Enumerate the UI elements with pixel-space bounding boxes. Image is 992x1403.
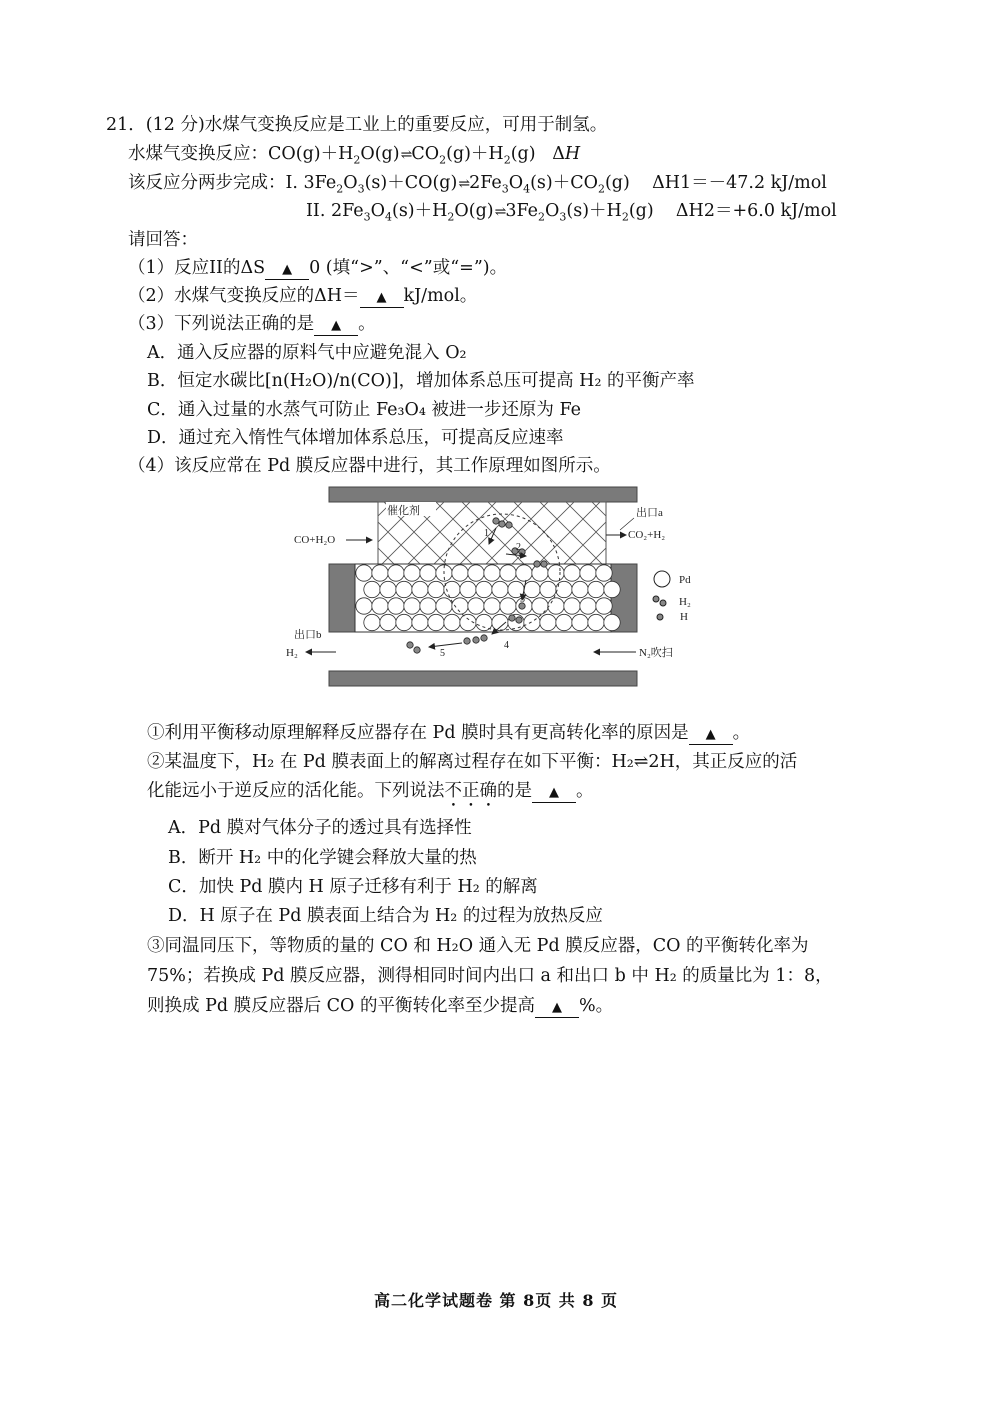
blank-mark: ▲: [551, 1000, 562, 1015]
pd-atom: [396, 614, 412, 630]
pd-atom: [460, 581, 476, 597]
pd-atom: [588, 614, 604, 630]
sub3-tail: %。: [578, 996, 614, 1016]
pd-atom: [532, 598, 548, 614]
legend-h2-icon-b: [660, 600, 666, 606]
reactor-left-block: [329, 564, 355, 632]
pd-atom: [604, 614, 620, 630]
pd-atom: [484, 565, 500, 581]
pd-atom: [412, 614, 428, 630]
pd-atom: [468, 565, 484, 581]
q3-option-a: A．通入反应器的原料气中应避免混入 O₂: [147, 343, 467, 363]
blank-mark: ▲: [282, 262, 293, 277]
pd-atom: [588, 581, 604, 597]
sub1-text: ①利用平衡移动原理解释反应器存在 Pd 膜时具有更高转化率的原因是: [147, 723, 689, 743]
pd-atom: [548, 565, 564, 581]
step-1-label: 1: [484, 528, 489, 539]
q2: [128, 283, 477, 309]
sub3-line2: 75%；若换成 Pd 膜反应器，测得相同时间内出口 a 和出口 b 中 H₂ 的质量比为 1：8，: [147, 966, 833, 986]
legend-pd-label: Pd: [679, 574, 691, 586]
please-answer: 请回答：: [128, 230, 198, 250]
answer-blank[interactable]: [360, 287, 404, 308]
blank-mark: ▲: [376, 290, 387, 305]
pd-atom: [596, 598, 612, 614]
outlet-b-label: 出口b: [294, 629, 322, 641]
question-score: (12 分): [145, 115, 205, 135]
pd-atom: [364, 614, 380, 630]
sub3-line3: [147, 993, 613, 1019]
q3-text: （3）下列说法正确的是: [128, 314, 315, 334]
legend-h-label: H: [680, 611, 688, 623]
pd-membrane-reactor-diagram: [284, 480, 704, 695]
answer-blank[interactable]: [689, 724, 733, 745]
pd-atom: [436, 598, 452, 614]
pd-atom: [356, 565, 372, 581]
legend-h2-icon: [653, 596, 659, 602]
pd-atom: [404, 565, 420, 581]
pd-atom: [540, 614, 556, 630]
pd-atom: [356, 598, 372, 614]
sub1-tail: 。: [732, 723, 751, 743]
pd-atom: [516, 565, 532, 581]
step-3-label: 3: [520, 594, 525, 605]
pd-atom: [428, 614, 444, 630]
pd-atom: [524, 614, 540, 630]
sub2-option-b: B．断开 H₂ 中的化学键会释放大量的热: [168, 848, 477, 868]
blank-mark: ▲: [331, 318, 342, 333]
pd-atom: [452, 565, 468, 581]
q4: （4）该反应常在 Pd 膜反应器中进行，其工作原理如图所示。: [128, 456, 611, 476]
sub2-tail: 。: [576, 781, 594, 801]
q2-text: （2）水煤气变换反应的ΔH＝: [128, 286, 360, 306]
sweep-label: N₂吹扫: [639, 647, 673, 659]
q3-option-d: D．通过充入惰性气体增加体系总压，可提高反应速率: [147, 428, 564, 448]
sub2-option-a: A．Pd 膜对气体分子的透过具有选择性: [168, 818, 472, 838]
pd-atom: [580, 598, 596, 614]
pd-atom: [484, 598, 500, 614]
pd-atom: [412, 581, 428, 597]
pd-atom: [540, 581, 556, 597]
sub2-line1: ②某温度下，H₂ 在 Pd 膜表面上的解离过程存在如下平衡：H₂⇌2H，其正反应的活: [147, 752, 798, 772]
pd-atom: [572, 581, 588, 597]
sub2-option-c: C．加快 Pd 膜内 H 原子迁移有利于 H₂ 的解离: [168, 877, 538, 897]
sub3-text: 则换成 Pd 膜反应器后 CO 的平衡转化率至少提高: [147, 996, 535, 1016]
step-5-label: 5: [440, 648, 445, 659]
reactor-bottom-wall: [329, 671, 637, 686]
blank-mark: ▲: [549, 785, 559, 800]
pd-atom: [420, 565, 436, 581]
pd-atom: [420, 598, 436, 614]
pd-atom: [372, 598, 388, 614]
step1-equation: 该反应分两步完成：I. $3Fe_2O_3(s)+CO(g)\rightleftharpoons 2Fe_3O_4(s)+CO_2(g)$ ΔH1＝－47.2 kJ/mol: [128, 173, 827, 196]
pd-atom: [548, 598, 564, 614]
q3: [128, 311, 376, 337]
pd-atom: [556, 614, 572, 630]
step2-label: II.: [306, 201, 326, 221]
pd-atom: [596, 565, 612, 581]
pd-atom: [468, 598, 484, 614]
question-intro: 水煤气变换反应是工业上的重要反应，可用于制氢。: [204, 115, 608, 135]
pd-atom: [564, 565, 580, 581]
catalyst-label: 催化剂: [387, 505, 420, 517]
question-number: 21．: [106, 115, 146, 135]
step2-equation: II. $2Fe_3O_4(s)+H_2O(g)\rightleftharpoons 3Fe_2O_3(s)+H_2(g)$ ΔH2＝+6.0 kJ/mol: [306, 201, 837, 224]
q3-option-c: C．通入过量的水蒸气可防止 Fe₃O₄ 被进一步还原为 Fe: [147, 400, 582, 420]
answer-blank[interactable]: [532, 782, 576, 803]
pd-atom: [364, 581, 380, 597]
main-equation-label: 水煤气变换反应：: [128, 144, 268, 164]
answer-blank[interactable]: [535, 997, 579, 1018]
answer-blank[interactable]: [314, 315, 358, 336]
q1: [128, 255, 507, 281]
pd-atom: [500, 565, 516, 581]
sub2-text: 化能远小于逆反应的活化能。下列说法: [147, 781, 445, 801]
q1-text: （1）反应II的ΔS: [128, 258, 266, 278]
pd-atom: [404, 598, 420, 614]
dH1: ΔH1＝－47.2 kJ/mol: [652, 173, 827, 193]
sub1: [147, 720, 750, 746]
legend-h-icon: [657, 614, 663, 620]
pd-atom: [380, 614, 396, 630]
answer-blank[interactable]: [265, 259, 309, 280]
two-step-label: 该反应分两步完成：: [128, 173, 286, 193]
pd-atom: [380, 581, 396, 597]
h2-out-label: H₂: [286, 647, 298, 659]
sub2-line2: [147, 778, 594, 811]
legend-pd-icon: [654, 571, 670, 587]
q2-tail: kJ/mol。: [403, 286, 478, 306]
q3-tail: 。: [358, 314, 376, 334]
pd-atom: [396, 581, 412, 597]
pd-atom: [524, 581, 540, 597]
pd-atom: [492, 581, 508, 597]
pd-atom: [476, 581, 492, 597]
step-4-label: 4: [504, 640, 509, 651]
dH2: ΔH2＝+6.0 kJ/mol: [675, 201, 837, 221]
q3-option-b: B．恒定水碳比[n(H₂O)/n(CO)]，增加体系总压可提高 H₂ 的平衡产率: [147, 371, 695, 391]
pd-atom: [444, 614, 460, 630]
pd-atom: [500, 598, 516, 614]
sub2-emphasis: 不正确: [444, 781, 497, 801]
sub2-option-d: D．H 原子在 Pd 膜表面上结合为 H₂ 的过程为放热反应: [168, 906, 603, 926]
legend-h2-label: H₂: [679, 596, 691, 608]
pd-atom: [580, 565, 596, 581]
outlet-a-label: 出口a: [636, 507, 663, 519]
pd-atom: [388, 598, 404, 614]
step1-label: I.: [285, 173, 298, 193]
pd-atom: [572, 614, 588, 630]
main-equation: 水煤气变换反应：$CO(g)+H_2O(g)\rightleftharpoons CO_2(g)+H_2(g)$ ΔH: [128, 144, 581, 167]
pd-atom: [564, 598, 580, 614]
product-label: CO₂+H₂: [628, 529, 666, 541]
pd-atom: [372, 565, 388, 581]
reactor-top-wall: [329, 487, 637, 502]
pd-atom: [532, 565, 548, 581]
pd-atom: [604, 581, 620, 597]
pd-atom: [556, 581, 572, 597]
pd-atom: [388, 565, 404, 581]
q1-tail: 0 (填“>”、“<”或“=”)。: [309, 258, 508, 278]
pd-atom: [428, 581, 444, 597]
sub2-text-b: 的是: [497, 781, 532, 801]
sub3-line1: ③同温同压下，等物质的量的 CO 和 H₂O 通入无 Pd 膜反应器，CO 的平衡转化率为: [147, 936, 809, 956]
question-header: [106, 112, 607, 138]
blank-mark: ▲: [705, 727, 716, 742]
step-2-label: 2: [516, 542, 521, 553]
page-footer: 高二化学试题卷 第 8页 共 8 页: [373, 1291, 619, 1310]
feed-label: CO+H₂O: [294, 534, 336, 546]
